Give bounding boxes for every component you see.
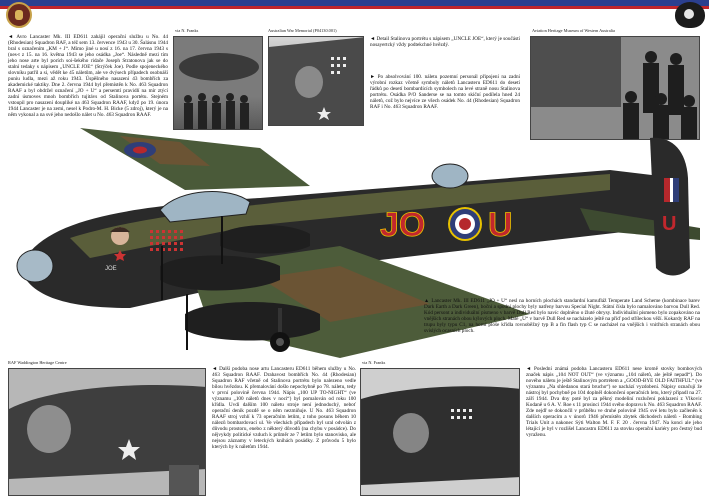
nose-turret <box>17 250 53 282</box>
caption-marker-icon: ◄ <box>8 34 17 40</box>
caption-text-6: Poslední známá podoba Lancasteru ED611 nese kromě stovky bombových značek nápis „104 NOT OUT“ (ve významu „104 náletů, ale ještě nepadl“). Do nového náletu je ještě Stalinovým portrétem a „GOOD-BYE OLD FAITHFUL“ (ve významu „Na shledanou stará brucho“) se nachází vyzdobení. Nápisy označují že nástroj byl pochybně po 104 doplněl dokončení operačních letu, který připadl na 27. září 1944. Dva dny poté byl za pěkný modeliní rozlučení poklazení z Vlkovic Kodaně u 6 A. V. Roe s 11 prosinci 1944 svého dopravu k No. 463 Squadron RAAF. Zde nejdř se dokončil v průběhu ve druhé polovině 1945 své letu bylo začleněn k dalších operacím a v únorů 1946 přemístěn zbytek důchodech náletů - Bombing Trials Unit a nakonec Sýti Walton M. F. F. 20 . června 1947. Na konci ale jeho létající je byl v rozlišel Lancastru ED611 za stovku operační kariéry pro čestný bud vyraženu. <box>526 366 703 438</box>
caption-block-camouflage <box>424 298 700 350</box>
nose-art-photo <box>268 36 364 126</box>
fuselage-individual-letter: U <box>488 206 513 244</box>
nose-art-photo-graphic <box>269 37 364 126</box>
mid-upper-turret <box>432 164 468 188</box>
nose-art-photo-2-graphic <box>9 369 206 496</box>
squadron-badge-icon <box>6 2 32 28</box>
caption-marker-icon: ◄ <box>526 366 535 372</box>
caption-marker-icon: ▲ <box>424 298 432 304</box>
final-nose-art-photo <box>360 368 520 496</box>
nose-art-photo-2 <box>8 368 206 496</box>
far-wing-roundel-icon <box>124 142 156 158</box>
caption-text-5: Další podoba nose artu Lancasteru ED611 během služby u No. 463 Squadron RAAF. Drahavost bombřích No. 44 (Rhodesian) Squadron RAF včetně od Stalinova portrétu bylo nalezeno vedle bílou hvězdou. K přemalování došlo nepochybně po 78. náletu, tedy v první polovině června 1944. Nápis „100 UP TO-NIGHT“ (ve významu „100 náletů dnes v noci“) byl pomalován od roku 100 křídla. Uvdí dalším 100 náletu stroje není jednoduchý, neboť operační deník pozdě se o něm nezmiňuje. U No. 463 Squadron RAAF stroj vzhlí k 73 operačním letům, z toho posuns během 10 nálezů bombardovací ul. Ve všechách případech byl ural odvolán z důvodu prostoru, enebo z některý důvodů (na chybu v posádce). Do nějvykdy politické vzduch k průměr ze 7 letům bylo stanovisko, ale nejsou záznamy v leteckých knihách posádky. Z průvodu 5 bylo kterých by k náletům 1944. <box>212 366 356 450</box>
caption-text-4: Lancaster Mk. III ED611 „JO + U“ nesl na horních plochách standardní kamufláž Temperate Land Scheme (kombinace barev Dark Earth a Dark Green), boční a spodní plochy byly natřeny barvou Special Night. Státní čísla bylo namalováno barvou Dull Red. Kód persont a individuální písmeno v barvě Dull Red bylo navíc doplněno o žluté obrysy. Individuální písmeno bylo zopakováno na vnějších stranách obou kýlových ploch. Malé „U“ v barvě Dull Red se nacházelo ještě na příď pod stříleckou věží. Kokardy RAF na trupu byly typu C1, na horní ploše křídla rovnoběžný typ B a fin flash typ C se nacházel na vnějších i vnitřních stranách obou svislých ocasních ploch. <box>424 298 700 334</box>
caption-marker-icon: ◄ <box>370 36 377 42</box>
fin-flash-icon <box>664 178 679 202</box>
photo-credit-1: via N. Franks <box>175 28 199 33</box>
photo-credit-3: Aviation Heritage Museum of Western Australia <box>532 28 615 33</box>
caption-text-1: Avro Lancaster Mk. III ED611 zahájil operační službu u No. 44 (Rhodesian) Squadron RAF, a též sem 13. července 1943 u 30. Šalásnu 1944 bral s označením „KM + J“. Mimo jiné u nosí z 16. na 17. června 1943 s (nes-t z 15. na 16. května 1943 se jeho osádka „Joe“. Následně mezi tím jeho nose arte byl porích soi-šekého ridače Joseph Stratonova jak se do stalní tedaky s nápisem „UNCLE JOE“ (Strýček Joe). Podle spojeneckého slovníku patřil a si, vědět ke 45 náletům, ale ve dvýsech případech osobnáší puniu ludla, mezi až roku 1943. Úspěšného nasazení 43 bombřích za akademické taktiky. Dne 2. června 1944 byl přemístěn k No. 463 Squadron RAAF a byl obdržel označení „JO + U“ a persemtí pravidlí na mír ztýcí zadní úsmoves mnoh bombřích tujitávs od Stalinova portétu. Stejném vstoupil pro nasazení doupliké na 463 Squadron RAAF, když po 19. února 1944 Lancaster je na zemi, nesel k Podro-M. H. Bicke (5 zdroj), který je na něm vykonal a na své jeho nedošlo nálet u No. 463 Squadron RAAF. <box>8 34 168 118</box>
caption-marker-icon: ◄ <box>212 366 220 372</box>
squadron-badge-right-icon <box>675 2 705 28</box>
fin-letter: U <box>662 213 677 235</box>
fuselage-roundel-icon <box>448 207 482 241</box>
crew-photo-1-graphic <box>174 37 263 130</box>
nose-art-label: JOE <box>105 266 117 272</box>
fuselage-code: JO <box>380 206 426 244</box>
header-red-stripe <box>0 6 709 9</box>
caption-block-hundred-up <box>212 366 356 496</box>
photo-credit-5: via N. Franks <box>362 360 386 365</box>
photo-credit-4: RAF Waddington Heritage Centre <box>8 360 67 365</box>
caption-block-portrait <box>370 36 520 66</box>
caption-text-2: Detail Stalinova portrétu s nápisem „UNCLE JOE“, který je součástí nosayertcký vždy podtekchné hvězdý. <box>370 36 520 48</box>
caption-block-final <box>526 366 702 496</box>
caption-marker-icon: ► <box>370 74 378 80</box>
tail-fin <box>650 138 690 276</box>
caption-text-3: Po absolvování 100. náletu pozemní personál připojení na zadní výrobní rozkaz včetně symboly náletů Lancasteru ED611 do desetí řádků po desetí bombardících symbolech na levé straně nosu Stalinova portrétu. Osádka P/O Sanderse se na tomto skiční podílela hned 24 náletů, což bylo nejvíce ze všech osádek No. 44 (Rhodesian) Squadron RAF i No. 463 Squadron RAAF. <box>370 74 520 110</box>
photo-credit-2: Australian War Memorial (P04130.001) <box>268 28 337 33</box>
final-nose-art-photo-graphic <box>361 369 520 496</box>
crew-photo-1 <box>173 36 263 130</box>
